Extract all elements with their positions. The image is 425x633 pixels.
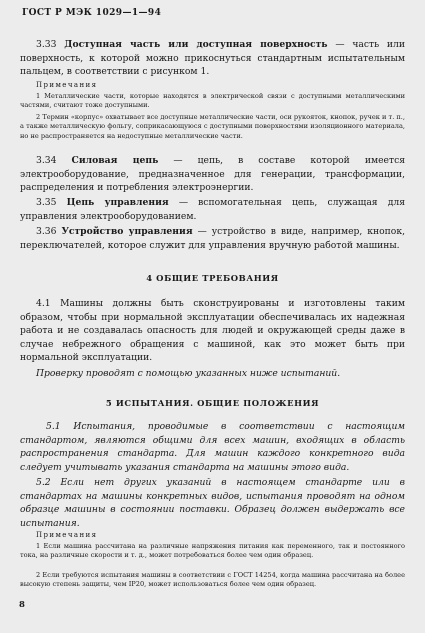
note-2: 2 Термин «корпус» охватывает все доступные металлические части, оси рукояток, кнопок, ручек и т. п., а также металлическую фольгу, соприкасающуюся с доступными поверхностями изоляционного материала, но не распространяется на недоступные металлические части.	[20, 113, 405, 140]
definition: — цепь, в составе которой имеется электрооборудование, предназначенное для генерации, трансформации, распределения и потребления электроэнергии.	[20, 155, 406, 194]
clause-number: 3.35	[36, 197, 57, 208]
clause-number: 3.36	[36, 226, 57, 237]
notes-heading-2: Примечания	[36, 531, 98, 539]
clause-3-35	[20, 196, 405, 223]
paragraph-check: Проверку проводят с помощью указанных ниже испытаний.	[36, 368, 341, 379]
note-1: 1 Металлические части, которые находятся в электрической связи с доступными металлическими частями, считают тоже доступными.	[20, 92, 405, 110]
section-5-title: 5 ИСПЫТАНИЯ. ОБЩИЕ ПОЛОЖЕНИЯ	[105, 398, 320, 408]
notes-heading: Примечания	[36, 81, 98, 89]
note-1-b: 1 Если машина рассчитана на различные напряжения питания как переменного, так и постоянного тока, на различные скорости и т. д., может потребоваться более чем один образец.	[20, 542, 405, 560]
definition: — устройство в виде, например, кнопок, переключателей, которое служит для управления вручную работой машины.	[20, 226, 406, 251]
section-4-title: 4 ОБЩИЕ ТРЕБОВАНИЯ	[146, 273, 279, 283]
term: Доступная часть или доступная поверхность	[64, 39, 328, 50]
term: Устройство управления	[61, 226, 193, 237]
clause-3-33	[20, 38, 405, 79]
clause-3-36	[20, 225, 405, 252]
clause-3-34	[20, 154, 405, 195]
running-header: ГОСТ Р МЭК 1029—1—94	[22, 8, 162, 18]
paragraph-5-1: 5.1 Испытания, проводимые в соответствии с настоящим стандартом, являются общими для всех машин, входящих в область распространения стандарта. Для машин каждого конкретного вида следует учитывать указания стандарта на машины этого вида.	[20, 421, 405, 473]
term: Цепь управления	[66, 197, 169, 208]
page-number: 8	[19, 600, 25, 610]
definition: — часть или поверхность, к которой можно прикоснуться стандартным испытательным пальцем, в соответствии с рисунком 1.	[20, 39, 405, 78]
paragraph-5-2: 5.2 Если нет других указаний в настоящем стандарте или в стандартах на машины конкретных видов, испытания проводят на одном образце машины в состоянии поставки. Образец должен выдержать все испытания.	[20, 477, 405, 529]
paragraph-4-1: 4.1 Машины должны быть сконструированы и изготовлены таким образом, чтобы при нормальной эксплуатации обеспечивалась их надежная работа и не создавалась опасность для людей и окружающей среды даже в случае небрежного обращения с машиной, как это может быть при нормальной эксплуатации.	[20, 298, 405, 364]
term: Силовая цепь	[71, 155, 159, 166]
definition: — вспомогательная цепь, служащая для управления электрооборудованием.	[20, 197, 405, 222]
note-2-b: 2 Если требуются испытания машины в соответствии с ГОСТ 14254, когда машина рассчитана на более высокую степень защиты, чем IP20, может использоваться более чем один образец.	[20, 571, 405, 589]
clause-number: 3.33	[36, 39, 57, 50]
clause-number: 3.34	[36, 155, 57, 166]
